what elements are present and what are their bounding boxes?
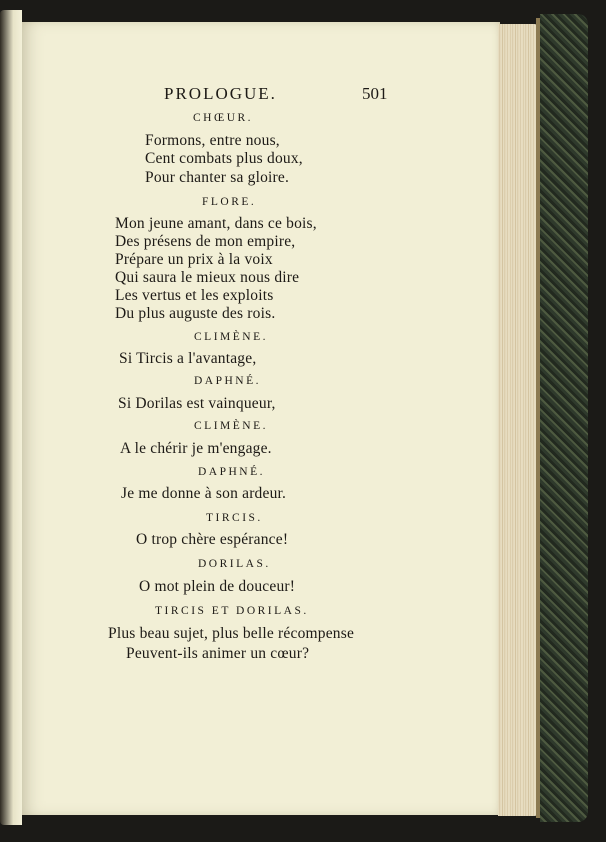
speaker-name: DAPHNÉ. (194, 375, 262, 387)
verse-line: Cent combats plus doux, (145, 150, 303, 167)
verse-line: Si Dorilas est vainqueur, (118, 395, 276, 412)
verse-line: Je me donne à son ardeur. (121, 485, 287, 502)
verse-line: Si Tircis a l'avantage, (119, 350, 257, 367)
speaker-name: TIRCIS ET DORILAS. (155, 605, 309, 617)
speaker-name: FLORE. (202, 196, 257, 208)
verse-line: Qui saura le mieux nous dire (115, 269, 300, 286)
verse-line: Prépare un prix à la voix (115, 251, 273, 268)
page-number: 501 (362, 84, 388, 103)
verse-line: Formons, entre nous, (145, 132, 280, 149)
verse-line: Pour chanter sa gloire. (145, 169, 290, 186)
verse-line: Les vertus et les exploits (115, 287, 274, 304)
speaker-name: CHŒUR. (193, 112, 254, 124)
verse-line: Plus beau sujet, plus belle récompense (108, 625, 355, 642)
speaker-name: CLIMÈNE. (194, 331, 268, 343)
verse-line: Du plus auguste des rois. (115, 305, 276, 322)
speaker-name: DORILAS. (198, 558, 271, 570)
speaker-name: TIRCIS. (206, 512, 263, 524)
verse-line: Peuvent-ils animer un cœur? (126, 645, 310, 662)
verse-line: O trop chère espérance! (136, 531, 289, 548)
marbled-cover (540, 14, 588, 822)
book-gutter (0, 10, 22, 825)
verse-line: A le chérir je m'engage. (120, 440, 272, 457)
running-title: PROLOGUE. (164, 84, 277, 103)
verse-line: Mon jeune amant, dans ce bois, (115, 215, 317, 232)
speaker-name: CLIMÈNE. (194, 420, 268, 432)
verse-line: Des présens de mon empire, (115, 233, 296, 250)
speaker-name: DAPHNÉ. (198, 466, 266, 478)
verse-line: O mot plein de douceur! (139, 578, 296, 595)
page-edges (498, 24, 540, 816)
